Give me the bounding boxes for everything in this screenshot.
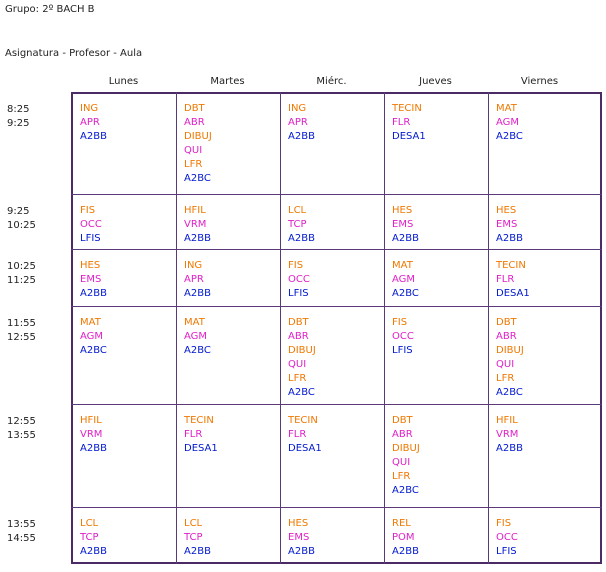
timetable-cell: [288, 517, 384, 559]
timetable-cell: [80, 204, 176, 246]
timetable-cell: [80, 517, 176, 559]
room-code: DESA1: [184, 443, 218, 454]
period-start-time: 13:55: [7, 519, 36, 530]
subject-code: DBT: [288, 317, 309, 328]
timetable-cell: [288, 316, 384, 400]
timetable-cell: [496, 316, 592, 400]
grid-row-divider: [71, 249, 602, 250]
room-code: DESA1: [392, 131, 426, 142]
period-time: [7, 205, 36, 233]
subject-code: ING: [288, 103, 307, 114]
room-code: A2BB: [496, 443, 523, 454]
subject-code: HES: [496, 205, 517, 216]
day-header-viernes: Viernes: [520, 76, 559, 87]
teacher-code: AGM: [392, 274, 416, 285]
legend-caption: Asignatura - Profesor - Aula: [5, 48, 143, 59]
day-header-lunes: Lunes: [108, 76, 139, 87]
subject-code: FIS: [288, 260, 304, 271]
teacher-code: ABR: [184, 117, 205, 128]
period-start-time: 11:55: [7, 318, 36, 329]
subject-code: DIBUJ: [184, 131, 212, 142]
subject-code: MAT: [184, 317, 205, 328]
room-code: A2BB: [496, 233, 523, 244]
timetable-cell: [392, 102, 488, 144]
period-end-time: 10:25: [7, 220, 36, 231]
period-start-time: 8:25: [7, 104, 30, 115]
teacher-code: OCC: [288, 274, 310, 285]
timetable-cell: [496, 259, 592, 301]
room-code: A2BB: [80, 443, 107, 454]
subject-code: ING: [184, 260, 203, 271]
day-header-jueves: Jueves: [419, 76, 452, 87]
period-end-time: 13:55: [7, 430, 36, 441]
period-time: [7, 260, 36, 288]
teacher-code: FLR: [496, 274, 515, 285]
teacher-code: APR: [288, 117, 308, 128]
subject-code: HFIL: [80, 415, 102, 426]
timetable-cell: [288, 102, 384, 144]
group-title: Grupo: 2º BACH B: [5, 4, 95, 15]
subject-code: LFR: [184, 159, 203, 170]
period-start-time: 12:55: [7, 416, 36, 427]
teacher-code: APR: [184, 274, 204, 285]
room-code: A2BB: [80, 131, 107, 142]
timetable-cell: [80, 102, 176, 144]
timetable-cell: [496, 414, 592, 456]
room-code: A2BC: [288, 387, 315, 398]
room-code: A2BB: [288, 546, 315, 557]
room-code: A2BB: [184, 288, 211, 299]
timetable-cell: [184, 259, 280, 301]
room-code: LFIS: [288, 288, 309, 299]
timetable-cell: [392, 517, 488, 559]
teacher-code: VRM: [184, 219, 207, 230]
teacher-code: EMS: [80, 274, 102, 285]
timetable-cell: [288, 414, 384, 456]
timetable-cell: [288, 259, 384, 301]
teacher-code: VRM: [80, 429, 103, 440]
teacher-code: AGM: [184, 331, 208, 342]
subject-code: DBT: [392, 415, 413, 426]
teacher-code: EMS: [496, 219, 518, 230]
teacher-code: APR: [80, 117, 100, 128]
timetable-cell: [392, 204, 488, 246]
teacher-code: ABR: [392, 429, 413, 440]
timetable-cell: [496, 204, 592, 246]
room-code: LFIS: [496, 546, 517, 557]
period-start-time: 10:25: [7, 261, 36, 272]
timetable-cell: [496, 517, 592, 559]
teacher-code: QUI: [392, 457, 411, 468]
subject-code: MAT: [392, 260, 413, 271]
subject-code: HES: [80, 260, 101, 271]
room-code: A2BC: [80, 345, 107, 356]
teacher-code: EMS: [392, 219, 414, 230]
teacher-code: ABR: [496, 331, 517, 342]
room-code: A2BC: [496, 387, 523, 398]
timetable-cell: [80, 414, 176, 456]
teacher-code: VRM: [496, 429, 519, 440]
grid-row-divider: [71, 404, 602, 405]
room-code: A2BB: [80, 288, 107, 299]
grid-column-divider: [176, 92, 177, 564]
subject-code: HFIL: [184, 205, 206, 216]
subject-code: DIBUJ: [496, 345, 524, 356]
subject-code: DIBUJ: [288, 345, 316, 356]
room-code: DESA1: [496, 288, 530, 299]
timetable-cell: [80, 259, 176, 301]
teacher-code: TCP: [184, 532, 203, 543]
grid-row-divider: [71, 507, 602, 508]
subject-code: TECIN: [496, 260, 526, 271]
subject-code: LFR: [496, 373, 515, 384]
grid-row-divider: [71, 194, 602, 195]
period-end-time: 14:55: [7, 533, 36, 544]
teacher-code: FLR: [288, 429, 307, 440]
period-end-time: 9:25: [7, 118, 30, 129]
day-header-miercoles: Miérc.: [316, 76, 347, 87]
room-code: A2BB: [184, 546, 211, 557]
teacher-code: QUI: [184, 145, 203, 156]
teacher-code: EMS: [288, 532, 310, 543]
day-header-martes: Martes: [210, 76, 245, 87]
timetable-cell: [184, 414, 280, 456]
teacher-code: FLR: [392, 117, 411, 128]
subject-code: DBT: [496, 317, 517, 328]
room-code: A2BB: [392, 546, 419, 557]
timetable-cell: [392, 259, 488, 301]
subject-code: FIS: [80, 205, 96, 216]
period-end-time: 12:55: [7, 332, 36, 343]
teacher-code: TCP: [288, 219, 307, 230]
subject-code: LCL: [80, 518, 99, 529]
subject-code: LFR: [288, 373, 307, 384]
room-code: A2BC: [184, 173, 211, 184]
period-end-time: 11:25: [7, 275, 36, 286]
teacher-code: OCC: [80, 219, 102, 230]
period-start-time: 9:25: [7, 206, 30, 217]
subject-code: REL: [392, 518, 411, 529]
grid-column-divider: [488, 92, 489, 564]
subject-code: LFR: [392, 471, 411, 482]
period-time: [7, 317, 36, 345]
teacher-code: OCC: [496, 532, 518, 543]
grid-row-divider: [71, 306, 602, 307]
subject-code: TECIN: [288, 415, 318, 426]
subject-code: DIBUJ: [392, 443, 420, 454]
subject-code: TECIN: [392, 103, 422, 114]
teacher-code: AGM: [496, 117, 520, 128]
room-code: DESA1: [288, 443, 322, 454]
subject-code: FIS: [392, 317, 408, 328]
teacher-code: QUI: [496, 359, 515, 370]
subject-code: HES: [288, 518, 309, 529]
timetable-cell: [392, 414, 488, 498]
teacher-code: FLR: [184, 429, 203, 440]
room-code: LFIS: [392, 345, 413, 356]
timetable-cell: [184, 517, 280, 559]
period-time: [7, 518, 36, 546]
room-code: A2BB: [80, 546, 107, 557]
timetable-cell: [80, 316, 176, 358]
subject-code: MAT: [80, 317, 101, 328]
subject-code: HFIL: [496, 415, 518, 426]
timetable-cell: [392, 316, 488, 358]
subject-code: LCL: [288, 205, 307, 216]
timetable-cell: [184, 204, 280, 246]
room-code: A2BB: [392, 233, 419, 244]
timetable-cell: [288, 204, 384, 246]
room-code: A2BB: [288, 131, 315, 142]
teacher-code: QUI: [288, 359, 307, 370]
room-code: A2BC: [392, 288, 419, 299]
grid-column-divider: [280, 92, 281, 564]
room-code: LFIS: [80, 233, 101, 244]
teacher-code: ABR: [288, 331, 309, 342]
room-code: A2BB: [288, 233, 315, 244]
room-code: A2BC: [392, 485, 419, 496]
subject-code: HES: [392, 205, 413, 216]
grid-column-divider: [384, 92, 385, 564]
subject-code: LCL: [184, 518, 203, 529]
room-code: A2BB: [184, 233, 211, 244]
subject-code: MAT: [496, 103, 517, 114]
teacher-code: OCC: [392, 331, 414, 342]
teacher-code: AGM: [80, 331, 104, 342]
timetable-cell: [184, 316, 280, 358]
room-code: A2BC: [184, 345, 211, 356]
subject-code: ING: [80, 103, 99, 114]
teacher-code: TCP: [80, 532, 99, 543]
subject-code: DBT: [184, 103, 205, 114]
room-code: A2BC: [496, 131, 523, 142]
timetable-cell: [496, 102, 592, 144]
period-time: [7, 103, 29, 131]
subject-code: FIS: [496, 518, 512, 529]
teacher-code: POM: [392, 532, 415, 543]
timetable-cell: [184, 102, 280, 186]
subject-code: TECIN: [184, 415, 214, 426]
period-time: [7, 415, 36, 443]
